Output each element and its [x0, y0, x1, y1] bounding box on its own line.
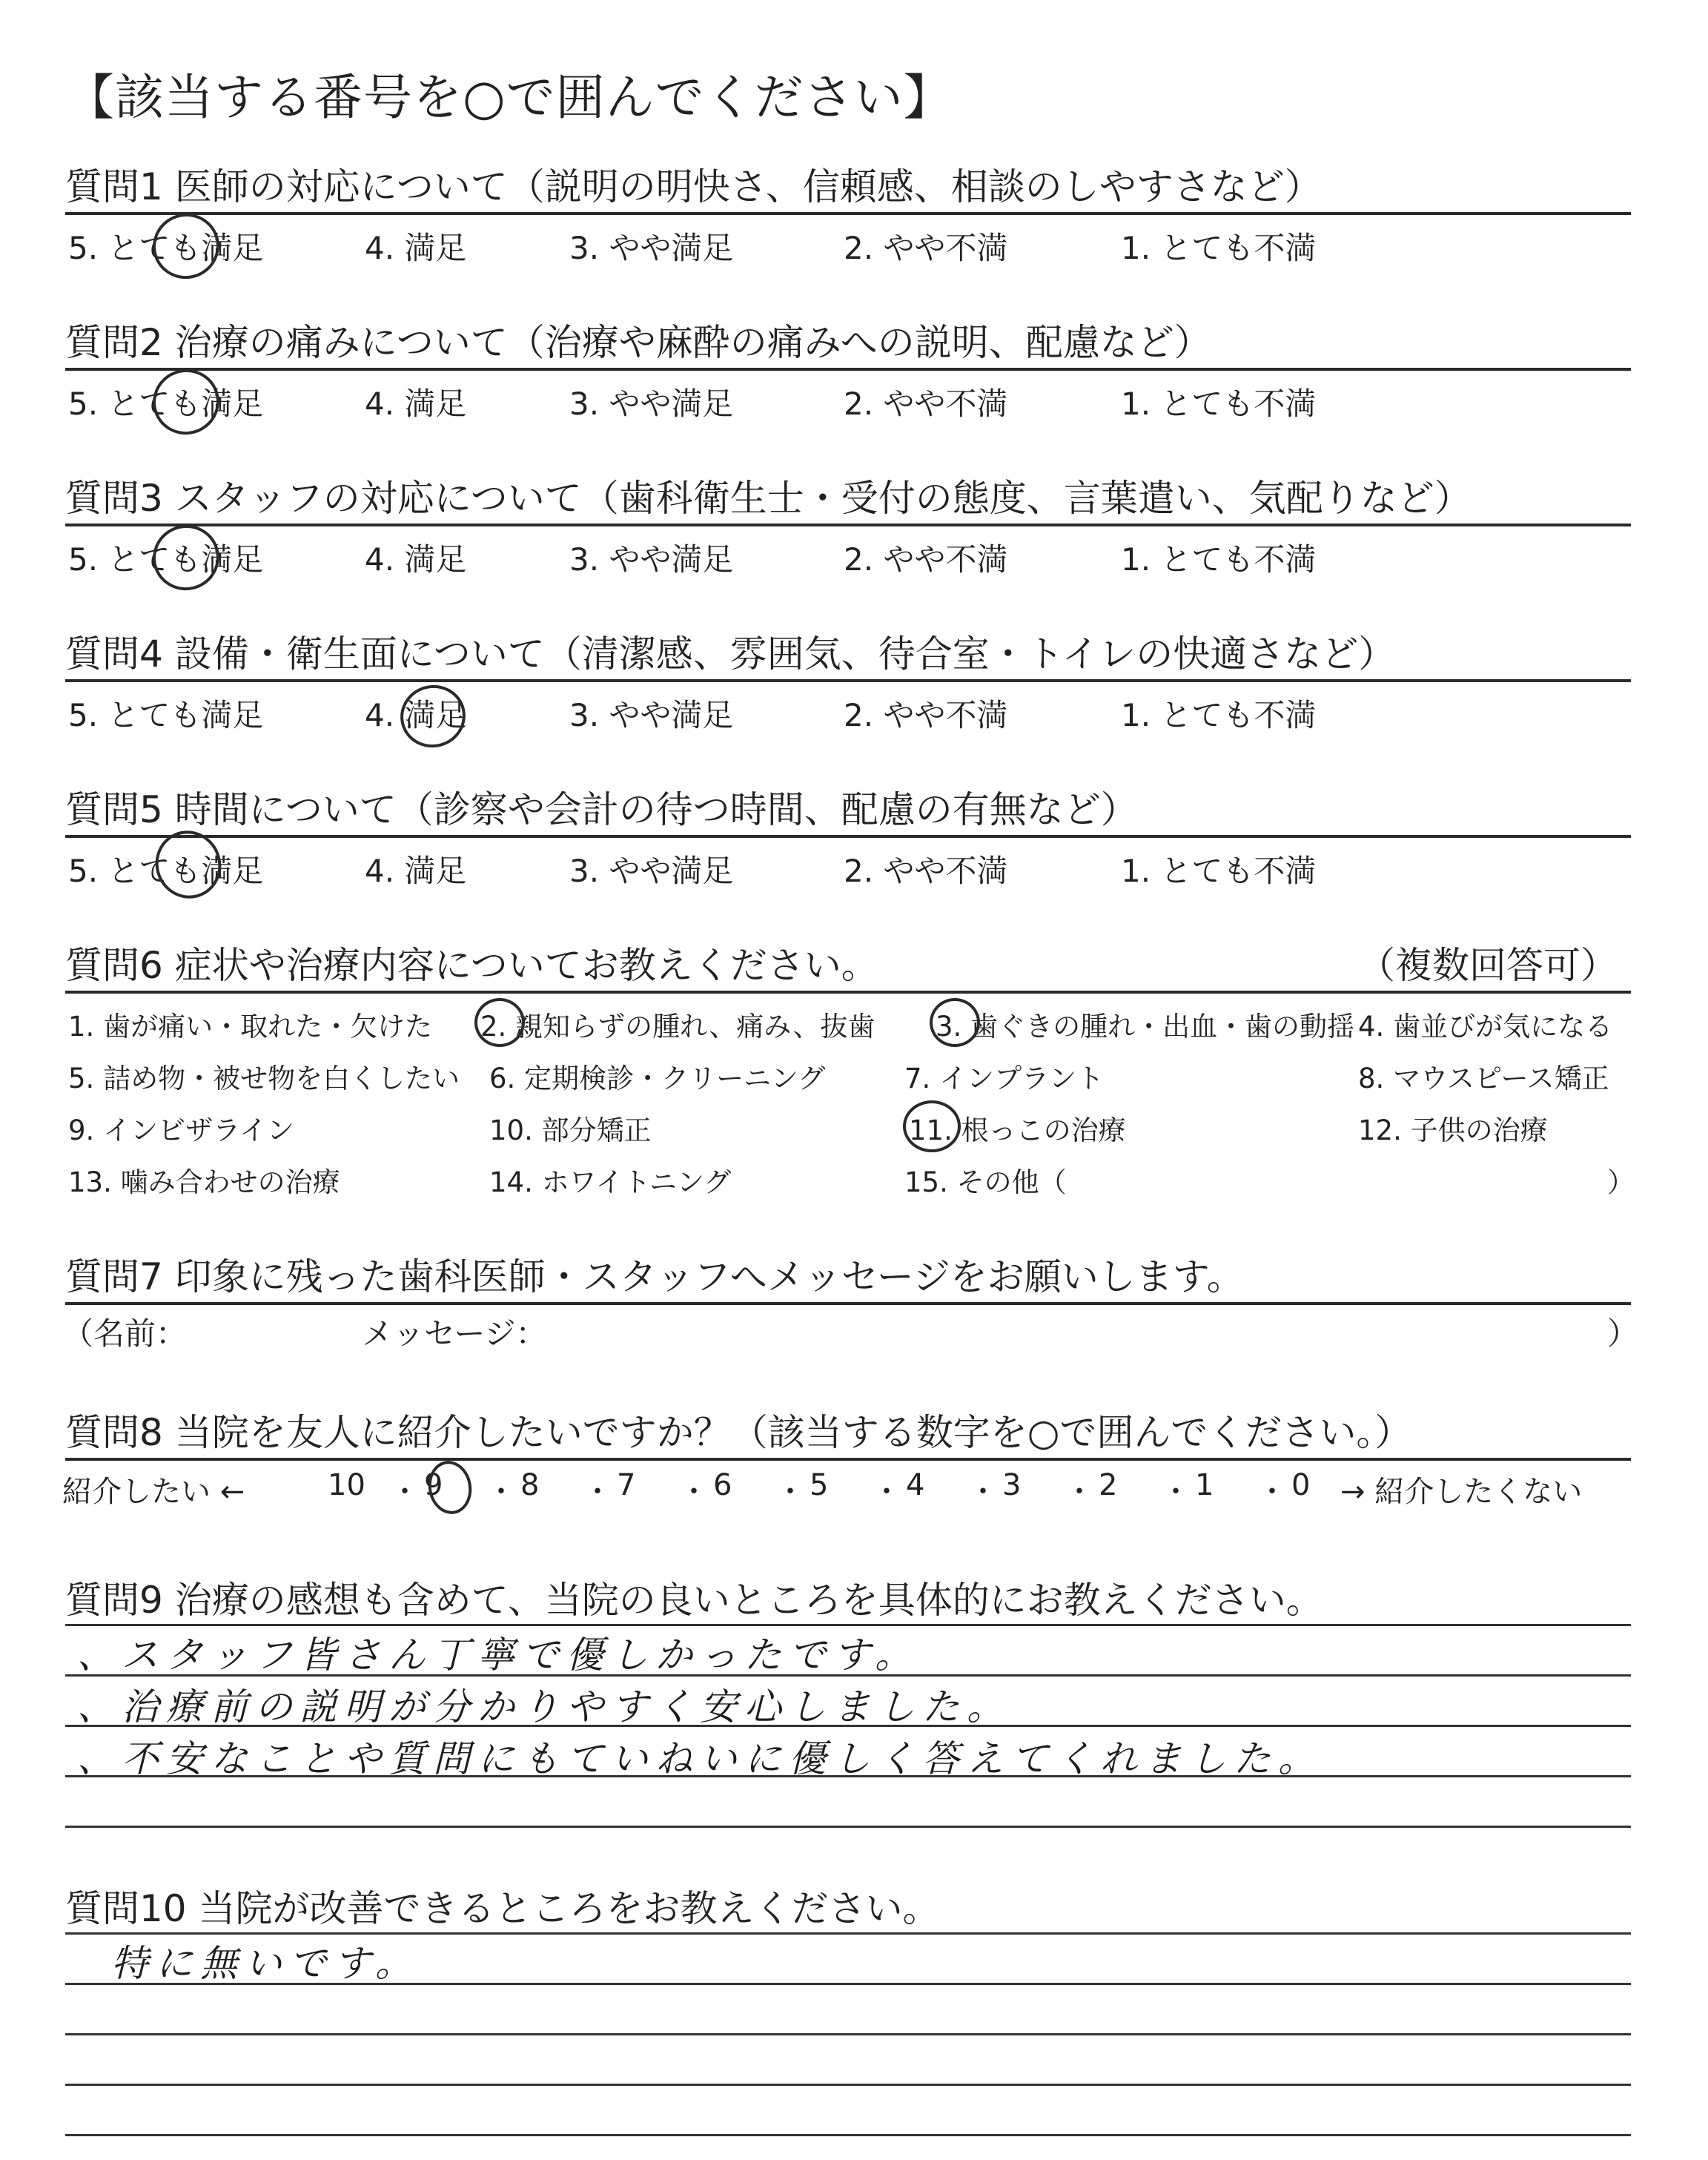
q3-option-3[interactable]: 3. やや満足 [569, 541, 734, 578]
q8-right-label: → 紹介したくない [1340, 1475, 1583, 1509]
q8-title: 質問8 当院を友人に紹介したいですか？（該当する数字を○で囲んでください。） [65, 1411, 1412, 1454]
q10-answer-1[interactable]: 特に無いです。 [111, 1942, 420, 1985]
q6-selection-circle-3 [930, 998, 980, 1047]
q2-option-3[interactable]: 3. やや満足 [569, 386, 734, 422]
q9-line-5 [65, 1826, 1631, 1828]
q4-selection-circle [394, 678, 472, 755]
q1-title: 質問1 医師の対応について（説明の明快さ、信頼感、相談のしやすさなど） [65, 165, 1322, 208]
q8-rule [65, 1458, 1631, 1461]
q8-scale-separator: ・ [775, 1475, 805, 1509]
q8-scale-7[interactable]: 7 [617, 1468, 636, 1502]
q8-scale-separator: ・ [872, 1475, 901, 1509]
q4-option-3[interactable]: 3. やや満足 [569, 697, 734, 733]
q6-option-15[interactable]: 15. その他（ [904, 1166, 1067, 1198]
q2-option-2[interactable]: 2. やや不満 [844, 386, 1008, 422]
q1-option-4[interactable]: 4. 満足 [365, 230, 467, 266]
q8-scale-10[interactable]: 10 [328, 1468, 365, 1502]
q1-option-1[interactable]: 1. とても不満 [1121, 230, 1317, 266]
q6-option-12[interactable]: 12. 子供の治療 [1358, 1114, 1548, 1146]
q5-title: 質問5 時間について（診察や会計の待つ時間、配慮の有無など） [65, 788, 1138, 831]
q6-title: 質問6 症状や治療内容についてお教えください。 [65, 944, 878, 987]
q8-scale-0[interactable]: 0 [1291, 1468, 1311, 1502]
q6-option-3[interactable]: 3. 歯ぐきの腫れ・出血・歯の動揺 [936, 1011, 1355, 1043]
q8-selection-circle [424, 1458, 476, 1518]
q5-option-2[interactable]: 2. やや不満 [844, 853, 1008, 889]
q8-scale-8[interactable]: 8 [520, 1468, 540, 1502]
q6-selection-circle-11 [903, 1100, 961, 1152]
q3-selection-circle [145, 516, 228, 599]
q4-option-2[interactable]: 2. やや不満 [844, 697, 1008, 733]
q8-scale-4[interactable]: 4 [906, 1468, 925, 1502]
q2-selection-circle [145, 360, 228, 443]
q6-option-6[interactable]: 6. 定期検診・クリーニング [489, 1063, 826, 1094]
q4-title: 質問4 設備・衛生面について（清潔感、雰囲気、待合室・トイレの快適さなど） [65, 633, 1396, 676]
q8-scale-2[interactable]: 2 [1099, 1468, 1118, 1502]
q3-option-2[interactable]: 2. やや不満 [844, 541, 1008, 578]
q9-answer-3[interactable]: 、不安なことや質問にもていねいに優しく答えてくれました。 [77, 1737, 1323, 1780]
q1-option-3[interactable]: 3. やや満足 [569, 230, 734, 266]
q1-rule [65, 212, 1631, 215]
q2-option-4[interactable]: 4. 満足 [365, 386, 467, 422]
q6-option-2[interactable]: 2. 親知らずの腫れ、痛み、抜歯 [480, 1011, 875, 1043]
q7-rule [65, 1302, 1631, 1305]
q2-option-5[interactable]: 5. とても満足 [68, 386, 264, 422]
q6-option-15-close: ） [1607, 1166, 1635, 1198]
q8-scale-6[interactable]: 6 [713, 1468, 732, 1502]
q3-option-5[interactable]: 5. とても満足 [68, 541, 264, 578]
q10-line-5 [65, 2134, 1631, 2136]
q3-option-1[interactable]: 1. とても不満 [1121, 541, 1317, 578]
q9-answer-1[interactable]: 、スタッフ皆さん丁寧で優しかったです。 [77, 1634, 919, 1677]
q8-scale-separator: ・ [390, 1475, 420, 1509]
q1-option-2[interactable]: 2. やや不満 [844, 230, 1008, 266]
q8-scale-separator: ・ [1257, 1475, 1287, 1509]
q8-scale-separator: ・ [679, 1475, 709, 1509]
q4-rule [65, 679, 1631, 682]
q7-name-label[interactable]: （名前： [62, 1315, 188, 1352]
q6-option-10[interactable]: 10. 部分矯正 [489, 1114, 652, 1146]
q7-message-label[interactable]: メッセージ： [362, 1315, 547, 1352]
q10-line-4 [65, 2084, 1631, 2086]
q6-option-1[interactable]: 1. 歯が痛い・取れた・欠けた [68, 1011, 433, 1043]
q8-scale-separator: ・ [1065, 1475, 1094, 1509]
q2-rule [65, 368, 1631, 371]
q6-note: （複数回答可） [1358, 944, 1618, 987]
q1-selection-circle [145, 205, 228, 288]
q8-scale-3[interactable]: 3 [1002, 1468, 1022, 1502]
survey-header: 【該当する番号を○で囲んでください】 [65, 69, 953, 126]
q8-scale-separator: ・ [1161, 1475, 1191, 1509]
q8-scale-1[interactable]: 1 [1195, 1468, 1214, 1502]
q9-answer-2[interactable]: 、治療前の説明が分かりやすく安心しました。 [77, 1685, 1011, 1728]
q6-option-13[interactable]: 13. 噛み合わせの治療 [68, 1166, 340, 1198]
q5-option-4[interactable]: 4. 満足 [365, 853, 467, 889]
q8-scale-9[interactable]: 9 [424, 1468, 443, 1502]
q7-close-paren: ） [1607, 1315, 1639, 1352]
q5-option-3[interactable]: 3. やや満足 [569, 853, 734, 889]
q8-scale-5[interactable]: 5 [810, 1468, 829, 1502]
q8-scale-separator: ・ [583, 1475, 612, 1509]
q5-rule [65, 835, 1631, 838]
q5-option-1[interactable]: 1. とても不満 [1121, 853, 1317, 889]
q6-selection-circle-2 [474, 998, 525, 1047]
q6-option-14[interactable]: 14. ホワイトニング [489, 1166, 732, 1198]
q2-title: 質問2 治療の痛みについて（治療や麻酔の痛みへの説明、配慮など） [65, 321, 1211, 364]
q2-option-1[interactable]: 1. とても不満 [1121, 386, 1317, 422]
q10-line-3 [65, 2033, 1631, 2035]
q10-title: 質問10 当院が改善できるところをお教えください。 [65, 1887, 940, 1930]
q8-scale-separator: ・ [968, 1475, 998, 1509]
q4-option-5[interactable]: 5. とても満足 [68, 697, 264, 733]
q6-option-4[interactable]: 4. 歯並びが気になる [1358, 1011, 1613, 1043]
q6-option-7[interactable]: 7. インプラント [904, 1063, 1105, 1094]
q3-option-4[interactable]: 4. 満足 [365, 541, 467, 578]
q3-title: 質問3 スタッフの対応について（歯科衛生士・受付の態度、言葉遣い、気配りなど） [65, 477, 1472, 520]
q1-option-5[interactable]: 5. とても満足 [68, 230, 264, 266]
q9-title: 質問9 治療の感想も含めて、当院の良いところを具体的にお教えください。 [65, 1579, 1323, 1622]
q4-option-1[interactable]: 1. とても不満 [1121, 697, 1317, 733]
q6-rule [65, 991, 1631, 994]
q8-left-label: 紹介したい ← [62, 1475, 245, 1509]
q6-option-8[interactable]: 8. マウスピース矯正 [1358, 1063, 1609, 1094]
q6-option-9[interactable]: 9. インビザライン [68, 1114, 294, 1146]
q8-scale-separator: ・ [486, 1475, 516, 1509]
q5-selection-circle [145, 820, 232, 909]
q6-option-5[interactable]: 5. 詰め物・被せ物を白くしたい [68, 1063, 460, 1094]
q7-title: 質問7 印象に残った歯科医師・スタッフへメッセージをお願いします。 [65, 1255, 1244, 1298]
q6-option-11[interactable]: 11. 根っこの治療 [909, 1114, 1126, 1146]
q5-option-5[interactable]: 5. とても満足 [68, 853, 264, 889]
q3-rule [65, 524, 1631, 526]
q4-option-4[interactable]: 4. 満足 [365, 697, 467, 733]
